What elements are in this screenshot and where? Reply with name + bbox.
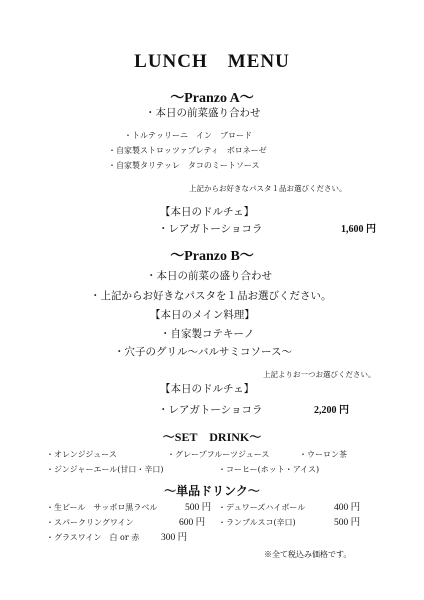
menu-title: LUNCH MENU (134, 51, 290, 72)
single-drink-name: ・デュワーズハイボール (218, 503, 306, 512)
pranzo-b-appetizer: ・本日の前菜の盛り合わせ (146, 270, 272, 282)
pranzo-b-pasta-line: ・上記からお好きなパスタを１品お選びください。 (90, 290, 332, 302)
set-drink-heading: ～SET DRINK～ (162, 430, 262, 444)
pranzo-a-heading: ～Pranzo A～ (170, 91, 254, 106)
single-drink-name: ・生ビール サッポロ黒ラベル (46, 503, 158, 512)
single-drink-heading: ～単品ドリンク～ (164, 484, 260, 498)
single-drink-price: 300 円 (161, 533, 188, 543)
set-drink-item: ・コーヒー(ホット・アイス) (218, 465, 320, 474)
pranzo-b-main-1: ・自家製コテキーノ (160, 328, 255, 340)
pranzo-b-dolce-label: 【本日のドルチェ】 (160, 383, 255, 395)
single-drink-name: ・ランブルスコ(辛口) (218, 518, 296, 527)
pranzo-b-main-label: 【本日のメイン料理】 (150, 309, 255, 321)
pranzo-a-dolce-label: 【本日のドルチェ】 (160, 206, 255, 218)
single-drink-price: 500 円 (185, 503, 212, 513)
pranzo-a-pasta-2: ・自家製ストロッツァプレティ ボロネーゼ (108, 146, 267, 155)
pranzo-a-price: 1,600 円 (341, 224, 376, 235)
set-drink-item: ・ジンジャーエール(甘口・辛口) (46, 465, 164, 474)
pranzo-b-dolce-item: ・レアガトーショコラ (158, 404, 263, 416)
pranzo-b-main-note: 上記よりお一つお選びください。 (263, 370, 376, 379)
pranzo-a-appetizer: ・本日の前菜盛り合わせ (145, 107, 261, 119)
single-drink-price: 500 円 (334, 518, 361, 528)
single-drink-price: 400 円 (334, 503, 361, 513)
single-drink-name: ・スパークリングワイン (46, 518, 134, 527)
pranzo-a-pasta-1: ・トルテッリーニ イン ブロード (124, 131, 252, 140)
pranzo-a-pasta-3: ・自家製タリテッレ タコのミートソース (108, 161, 260, 170)
pranzo-b-price: 2,200 円 (314, 405, 349, 416)
pranzo-b-main-2: ・穴子のグリル～バルサミコソース～ (114, 346, 292, 358)
single-drink-price: 600 円 (179, 518, 206, 528)
pranzo-a-dolce-item: ・レアガトーショコラ (158, 223, 263, 235)
single-drink-name: ・グラスワイン 白 or 赤 (46, 533, 140, 542)
pranzo-b-heading: ～Pranzo B～ (170, 249, 254, 264)
pranzo-a-pasta-note: 上記からお好きなパスタ１品お選びください。 (189, 184, 347, 193)
set-drink-item: ・グレープフルーツジュース (167, 450, 270, 459)
set-drink-item: ・ウーロン茶 (299, 450, 347, 459)
tax-note: ※全て税込み価格です。 (264, 550, 352, 559)
set-drink-item: ・オレンジジュース (46, 450, 117, 459)
